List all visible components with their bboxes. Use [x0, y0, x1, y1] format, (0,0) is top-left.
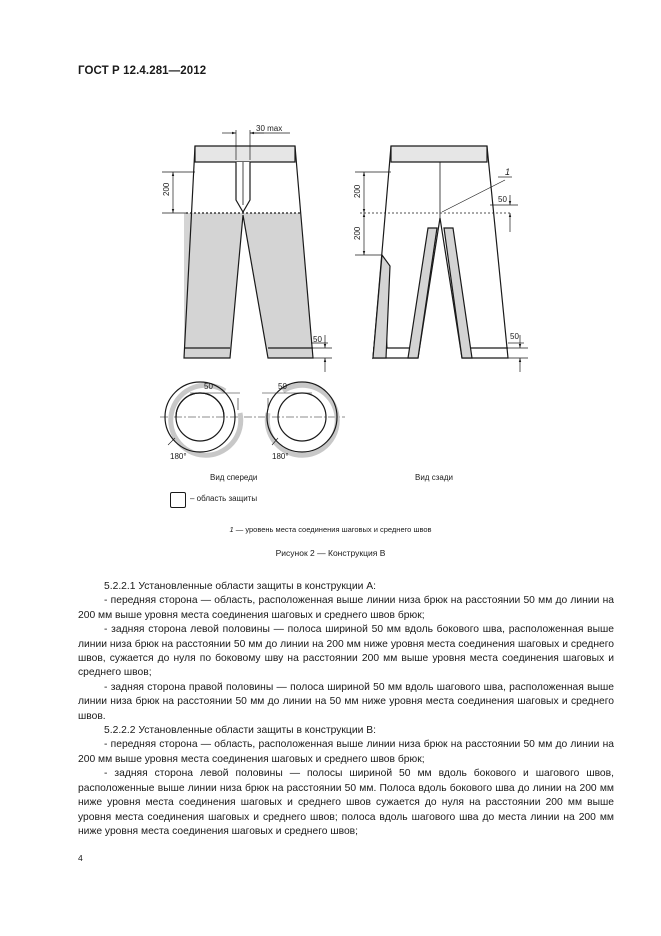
- dim-50-back-bottom: 50: [510, 332, 519, 341]
- dim-200-front: 200: [162, 182, 171, 196]
- back-view-trousers: [355, 146, 528, 372]
- dim-200-back-upper: 200: [353, 184, 362, 198]
- dim-200-back-lower: 200: [353, 226, 362, 240]
- dim-50-front: 50: [313, 335, 322, 344]
- paragraph: - задняя сторона левой половины — полосы шириной 50 мм вдоль бокового и шагового швов, расположенные выше линии низа брюк на расстоянии 50 мм. Полоса вдоль бокового шва до линии на 200 мм ниже уровня места соединения шаговых и среднего швов сужается до нуля на расстоянии 200 мм выше уровня места соединения шаговых и среднего швов; полоса вдоль шагового шва до места линии на 200 мм ниже уровня места соединения шаговых и среднего швов;: [78, 768, 614, 837]
- document-header: ГОСТ Р 12.4.281—2012: [78, 65, 207, 77]
- paragraph: - задняя сторона левой половины — полоса шириной 50 мм вдоль бокового шва, расположенная выше линии низа брюк на расстоянии 50 мм до линии на 200 мм ниже уровня места соединения шаговых и среднего швов, сужается до нуля по боковому шву на расстоянии 200 мм выше уровня места соединения шаговых и среднего швов;: [78, 624, 614, 679]
- paragraph: - передняя сторона — область, расположенная выше линии низа брюк на расстоянии 50 мм до линии на 200 мм выше уровня места соединения шаговых и среднего швов брюк;: [78, 595, 614, 621]
- dim-waist-max: 30 max: [256, 124, 283, 133]
- paragraph: 5.2.2.1 Установленные области защиты в конструкции А:: [104, 581, 376, 592]
- legend-label: – область защиты: [190, 494, 258, 503]
- page-number: 4: [78, 853, 83, 863]
- body-text: [78, 580, 614, 839]
- dim-50-section-right: 50: [278, 382, 287, 391]
- paragraph: - задняя сторона правой половины — полоса шириной 50 мм вдоль шагового шва, расположенная выше линии низа брюк на расстоянии 50 мм до линии на 50 мм ниже уровня места соединения шаговых и среднего швов.: [78, 681, 614, 722]
- paragraph: - передняя сторона — область, расположенная выше линии низа брюк на расстоянии 50 мм до линии на 200 мм выше уровня места соединения шаговых и среднего швов брюк;: [78, 739, 614, 765]
- figure-note-text: — уровень места соединения шаговых и среднего швов: [233, 525, 432, 534]
- figure-caption: Рисунок 2 — Конструкция В: [275, 548, 386, 558]
- label-back-view: Вид сзади: [415, 473, 453, 482]
- legend-swatch: [170, 492, 186, 508]
- dim-50-section-left: 50: [204, 382, 213, 391]
- label-front-view: Вид спереди: [210, 473, 258, 482]
- dim-50-back-top: 50: [498, 195, 507, 204]
- paragraph: 5.2.2.2 Установленные области защиты в конструкции В:: [104, 725, 376, 737]
- marker-1: 1: [505, 167, 511, 177]
- front-view-trousers: [162, 130, 332, 372]
- figure-note-number: 1: [229, 525, 234, 534]
- leg-sections: [160, 382, 345, 455]
- dim-180-left: 180°: [170, 452, 187, 461]
- dim-180-right: 180°: [272, 452, 289, 461]
- figure-note: [0, 525, 661, 534]
